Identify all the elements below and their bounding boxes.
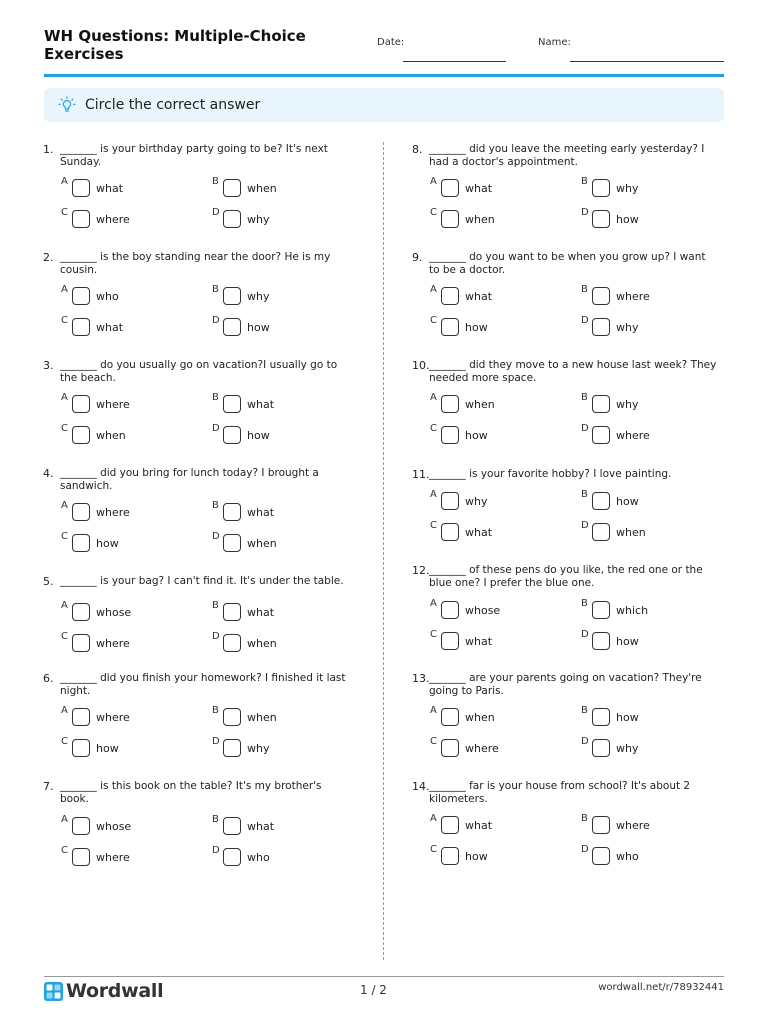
question-text: _______ did you leave the meeting early yesterday? I had a doctor's appointment. xyxy=(429,143,705,168)
option-checkbox[interactable] xyxy=(592,632,610,650)
option-checkbox[interactable] xyxy=(592,287,610,305)
answer-option[interactable] xyxy=(430,489,550,512)
option-checkbox[interactable] xyxy=(223,210,241,228)
question-number: 1. xyxy=(43,143,54,156)
option-text: how xyxy=(96,537,119,550)
option-text: what xyxy=(465,819,493,832)
option-checkbox[interactable] xyxy=(592,426,610,444)
option-text: where xyxy=(465,742,499,755)
option-letter: A xyxy=(61,284,68,295)
option-checkbox[interactable] xyxy=(441,601,459,619)
answer-option[interactable] xyxy=(430,598,550,621)
option-checkbox[interactable] xyxy=(223,503,241,521)
option-text: where xyxy=(616,819,650,832)
option-checkbox[interactable] xyxy=(223,634,241,652)
question-item xyxy=(43,780,363,880)
answer-option[interactable] xyxy=(581,176,701,199)
option-checkbox[interactable] xyxy=(592,708,610,726)
option-text: what xyxy=(96,182,124,195)
option-checkbox[interactable] xyxy=(441,739,459,757)
option-text: how xyxy=(616,495,639,508)
option-text: when xyxy=(465,213,495,226)
instruction-text: Circle the correct answer xyxy=(85,97,261,113)
answer-option[interactable] xyxy=(581,705,701,728)
option-letter: A xyxy=(430,489,437,500)
option-letter: A xyxy=(61,392,68,403)
question-text: _______ is the boy standing near the door? He is my cousin. xyxy=(60,251,331,276)
answer-option[interactable] xyxy=(61,531,181,554)
answer-option[interactable] xyxy=(212,814,332,837)
option-text: when xyxy=(96,429,126,442)
question-text: _______ do you usually go on vacation?I usually go to the beach. xyxy=(60,359,338,384)
answer-option[interactable] xyxy=(430,705,550,728)
option-letter: C xyxy=(61,207,68,218)
option-checkbox[interactable] xyxy=(223,318,241,336)
option-letter: B xyxy=(581,489,588,500)
question-text: _______ is your birthday party going to be? It's next Sunday. xyxy=(60,143,328,168)
question-number: 4. xyxy=(43,467,54,480)
option-checkbox[interactable] xyxy=(441,847,459,865)
name-label: Name: xyxy=(538,37,571,48)
answer-option[interactable] xyxy=(430,315,550,338)
question-text: _______ far is your house from school? It's about 2 kilometers. xyxy=(429,780,691,805)
option-checkbox[interactable] xyxy=(592,179,610,197)
option-checkbox[interactable] xyxy=(72,634,90,652)
answer-option[interactable] xyxy=(212,631,332,654)
option-checkbox[interactable] xyxy=(223,179,241,197)
option-letter: A xyxy=(430,392,437,403)
option-letter: C xyxy=(61,315,68,326)
question-number: 9. xyxy=(412,251,423,264)
question-item xyxy=(43,251,363,351)
option-checkbox[interactable] xyxy=(592,395,610,413)
option-text: where xyxy=(96,398,130,411)
option-checkbox[interactable] xyxy=(441,318,459,336)
option-letter: C xyxy=(430,207,437,218)
answer-option[interactable] xyxy=(61,207,181,230)
option-text: what xyxy=(465,635,493,648)
question-item xyxy=(43,143,363,243)
option-letter: C xyxy=(61,845,68,856)
question-number: 14. xyxy=(412,780,430,793)
answer-option[interactable] xyxy=(430,520,550,543)
option-text: which xyxy=(616,604,649,617)
option-letter: B xyxy=(212,814,219,825)
option-letter: D xyxy=(581,207,589,218)
option-letter: A xyxy=(61,814,68,825)
option-letter: D xyxy=(581,423,589,434)
option-text: how xyxy=(96,742,119,755)
question-item xyxy=(412,468,732,568)
question-text: _______ is your bag? I can't find it. It's under the table. xyxy=(60,575,344,587)
option-checkbox[interactable] xyxy=(223,817,241,835)
option-checkbox[interactable] xyxy=(592,739,610,757)
option-letter: D xyxy=(581,736,589,747)
option-checkbox[interactable] xyxy=(72,739,90,757)
question-number: 8. xyxy=(412,143,423,156)
option-letter: C xyxy=(430,315,437,326)
question-text: _______ is this book on the table? It's my brother's book. xyxy=(60,780,322,805)
option-text: whose xyxy=(465,604,501,617)
option-letter: B xyxy=(212,705,219,716)
answer-option[interactable] xyxy=(430,176,550,199)
option-letter: A xyxy=(430,176,437,187)
option-text: how xyxy=(616,213,639,226)
answer-option[interactable] xyxy=(430,844,550,867)
option-letter: A xyxy=(61,705,68,716)
answer-option[interactable] xyxy=(581,423,701,446)
option-letter: A xyxy=(61,176,68,187)
answer-option[interactable] xyxy=(61,284,181,307)
option-checkbox[interactable] xyxy=(441,708,459,726)
answer-option[interactable] xyxy=(581,489,701,512)
option-checkbox[interactable] xyxy=(223,534,241,552)
option-checkbox[interactable] xyxy=(72,395,90,413)
option-text: why xyxy=(247,213,270,226)
answer-option[interactable] xyxy=(430,284,550,307)
question-text: _______ do you want to be when you grow up? I want to be a doctor. xyxy=(429,251,706,276)
option-checkbox[interactable] xyxy=(592,210,610,228)
question-text: _______ did they move to a new house last week? They needed more space. xyxy=(429,359,717,384)
option-text: who xyxy=(96,290,119,303)
option-text: why xyxy=(616,742,639,755)
option-text: what xyxy=(247,506,275,519)
answer-option[interactable] xyxy=(581,284,701,307)
question-item xyxy=(412,251,732,351)
option-text: when xyxy=(616,526,646,539)
question-number: 13. xyxy=(412,672,430,685)
question-text: _______ of these pens do you like, the red one or the blue one? I prefer the blue one. xyxy=(429,564,703,589)
option-text: why xyxy=(616,321,639,334)
question-number: 2. xyxy=(43,251,54,264)
question-number: 6. xyxy=(43,672,54,685)
date-label: Date: xyxy=(377,37,405,48)
question-number: 10. xyxy=(412,359,430,372)
answer-option[interactable] xyxy=(61,392,181,415)
option-letter: A xyxy=(61,500,68,511)
page-title xyxy=(44,27,306,63)
answer-option[interactable] xyxy=(581,315,701,338)
option-letter: B xyxy=(212,284,219,295)
option-checkbox[interactable] xyxy=(592,601,610,619)
answer-option[interactable] xyxy=(212,392,332,415)
answer-option[interactable] xyxy=(581,844,701,867)
option-text: how xyxy=(465,429,488,442)
option-checkbox[interactable] xyxy=(441,210,459,228)
question-item xyxy=(43,575,363,675)
answer-option[interactable] xyxy=(212,736,332,759)
option-checkbox[interactable] xyxy=(592,523,610,541)
option-text: what xyxy=(465,182,493,195)
answer-option[interactable] xyxy=(61,705,181,728)
option-letter: D xyxy=(581,315,589,326)
option-text: where xyxy=(616,429,650,442)
question-number: 11. xyxy=(412,468,430,481)
column-divider xyxy=(383,142,384,960)
option-letter: D xyxy=(212,423,220,434)
option-text: when xyxy=(465,398,495,411)
option-checkbox[interactable] xyxy=(592,816,610,834)
answer-option[interactable] xyxy=(430,207,550,230)
footer-rule xyxy=(44,976,724,977)
option-letter: B xyxy=(212,176,219,187)
option-text: what xyxy=(247,606,275,619)
option-text: how xyxy=(247,429,270,442)
question-number: 3. xyxy=(43,359,54,372)
option-text: why xyxy=(247,290,270,303)
title-line-2: Exercises xyxy=(44,45,124,63)
question-text: _______ is your favorite hobby? I love painting. xyxy=(429,468,672,480)
answer-option[interactable] xyxy=(212,176,332,199)
option-text: what xyxy=(96,321,124,334)
question-number: 12. xyxy=(412,564,430,577)
option-checkbox[interactable] xyxy=(223,708,241,726)
question-item xyxy=(412,359,732,459)
answer-option[interactable] xyxy=(212,845,332,868)
option-text: who xyxy=(616,850,639,863)
answer-option[interactable] xyxy=(61,631,181,654)
question-number: 7. xyxy=(43,780,54,793)
option-text: what xyxy=(465,290,493,303)
option-text: what xyxy=(247,820,275,833)
answer-option[interactable] xyxy=(430,392,550,415)
option-text: who xyxy=(247,851,270,864)
wordwall-logo-icon xyxy=(44,982,63,1001)
option-letter: D xyxy=(212,315,220,326)
option-checkbox[interactable] xyxy=(72,179,90,197)
source-url[interactable]: wordwall.net/r/78932441 xyxy=(598,982,724,993)
page-number: 1 / 2 xyxy=(360,983,387,997)
answer-option[interactable] xyxy=(581,207,701,230)
option-checkbox[interactable] xyxy=(441,816,459,834)
option-letter: D xyxy=(212,531,220,542)
option-checkbox[interactable] xyxy=(592,492,610,510)
question-item xyxy=(412,780,732,880)
question-item xyxy=(43,359,363,459)
option-text: where xyxy=(96,506,130,519)
answer-option[interactable] xyxy=(430,629,550,652)
option-letter: B xyxy=(581,284,588,295)
option-letter: C xyxy=(61,736,68,747)
answer-option[interactable] xyxy=(581,598,701,621)
option-text: when xyxy=(465,711,495,724)
name-field[interactable] xyxy=(570,61,724,62)
option-checkbox[interactable] xyxy=(441,287,459,305)
option-text: where xyxy=(96,851,130,864)
question-text: _______ did you finish your homework? I finished it last night. xyxy=(60,672,346,697)
answer-option[interactable] xyxy=(212,500,332,523)
option-text: where xyxy=(96,637,130,650)
option-letter: C xyxy=(430,423,437,434)
option-letter: C xyxy=(61,423,68,434)
answer-option[interactable] xyxy=(61,736,181,759)
option-letter: A xyxy=(430,284,437,295)
option-text: how xyxy=(465,321,488,334)
answer-option[interactable] xyxy=(61,423,181,446)
option-letter: C xyxy=(430,520,437,531)
option-text: why xyxy=(247,742,270,755)
option-letter: B xyxy=(212,600,219,611)
option-checkbox[interactable] xyxy=(72,603,90,621)
option-text: why xyxy=(465,495,488,508)
option-letter: D xyxy=(581,520,589,531)
option-text: when xyxy=(247,711,277,724)
option-letter: A xyxy=(430,813,437,824)
option-checkbox[interactable] xyxy=(223,395,241,413)
option-checkbox[interactable] xyxy=(592,318,610,336)
question-item xyxy=(412,143,732,243)
option-letter: C xyxy=(430,629,437,640)
option-letter: B xyxy=(212,500,219,511)
option-letter: D xyxy=(212,845,220,856)
answer-option[interactable] xyxy=(61,500,181,523)
option-checkbox[interactable] xyxy=(441,426,459,444)
option-text: how xyxy=(247,321,270,334)
answer-option[interactable] xyxy=(212,600,332,623)
option-checkbox[interactable] xyxy=(72,503,90,521)
option-text: how xyxy=(465,850,488,863)
option-letter: D xyxy=(212,631,220,642)
question-text: _______ did you bring for lunch today? I brought a sandwich. xyxy=(60,467,319,492)
answer-option[interactable] xyxy=(581,392,701,415)
option-checkbox[interactable] xyxy=(441,523,459,541)
option-letter: B xyxy=(581,392,588,403)
option-letter: D xyxy=(212,736,220,747)
option-letter: A xyxy=(430,598,437,609)
answer-option[interactable] xyxy=(430,736,550,759)
option-text: why xyxy=(616,398,639,411)
logo-text: Wordwall xyxy=(66,980,164,1002)
question-item xyxy=(412,564,732,664)
option-checkbox[interactable] xyxy=(441,395,459,413)
option-letter: B xyxy=(581,813,588,824)
option-letter: C xyxy=(430,844,437,855)
option-text: when xyxy=(247,182,277,195)
answer-option[interactable] xyxy=(212,284,332,307)
answer-option[interactable] xyxy=(581,520,701,543)
question-item xyxy=(412,672,732,772)
option-letter: D xyxy=(212,207,220,218)
option-checkbox[interactable] xyxy=(72,426,90,444)
instruction-bar xyxy=(44,88,724,122)
option-letter: B xyxy=(212,392,219,403)
answer-option[interactable] xyxy=(61,814,181,837)
answer-option[interactable] xyxy=(430,813,550,836)
option-letter: D xyxy=(581,629,589,640)
question-item xyxy=(43,467,363,567)
answer-option[interactable] xyxy=(61,176,181,199)
answer-option[interactable] xyxy=(212,207,332,230)
option-checkbox[interactable] xyxy=(72,210,90,228)
option-checkbox[interactable] xyxy=(223,848,241,866)
option-checkbox[interactable] xyxy=(441,492,459,510)
answer-option[interactable] xyxy=(212,423,332,446)
answer-option[interactable] xyxy=(581,736,701,759)
option-letter: B xyxy=(581,598,588,609)
option-letter: C xyxy=(430,736,437,747)
answer-option[interactable] xyxy=(581,629,701,652)
option-checkbox[interactable] xyxy=(72,287,90,305)
date-field[interactable] xyxy=(403,61,506,62)
option-checkbox[interactable] xyxy=(441,632,459,650)
option-checkbox[interactable] xyxy=(223,603,241,621)
option-checkbox[interactable] xyxy=(72,848,90,866)
option-letter: B xyxy=(581,176,588,187)
answer-option[interactable] xyxy=(61,315,181,338)
option-text: how xyxy=(616,635,639,648)
option-text: when xyxy=(247,537,277,550)
option-text: what xyxy=(465,526,493,539)
option-text: what xyxy=(247,398,275,411)
option-checkbox[interactable] xyxy=(72,817,90,835)
option-text: why xyxy=(616,182,639,195)
option-letter: D xyxy=(581,844,589,855)
answer-option[interactable] xyxy=(212,705,332,728)
answer-option[interactable] xyxy=(430,423,550,446)
option-checkbox[interactable] xyxy=(72,318,90,336)
answer-option[interactable] xyxy=(61,845,181,868)
option-letter: B xyxy=(581,705,588,716)
answer-option[interactable] xyxy=(61,600,181,623)
lightbulb-icon xyxy=(58,96,76,114)
header-rule xyxy=(44,74,724,77)
option-text: where xyxy=(96,213,130,226)
question-number: 5. xyxy=(43,575,54,588)
question-item xyxy=(43,672,363,772)
option-text: where xyxy=(96,711,130,724)
title-line-1: WH Questions: Multiple-Choice xyxy=(44,27,306,45)
option-checkbox[interactable] xyxy=(223,287,241,305)
answer-option[interactable] xyxy=(212,315,332,338)
option-checkbox[interactable] xyxy=(223,739,241,757)
answer-option[interactable] xyxy=(581,813,701,836)
question-text: _______ are your parents going on vacation? They're going to Paris. xyxy=(429,672,702,697)
option-text: whose xyxy=(96,820,132,833)
option-checkbox[interactable] xyxy=(441,179,459,197)
option-letter: A xyxy=(430,705,437,716)
option-text: whose xyxy=(96,606,132,619)
option-letter: A xyxy=(61,600,68,611)
option-text: where xyxy=(616,290,650,303)
option-letter: C xyxy=(61,631,68,642)
option-checkbox[interactable] xyxy=(592,847,610,865)
option-checkbox[interactable] xyxy=(72,708,90,726)
option-checkbox[interactable] xyxy=(72,534,90,552)
option-text: how xyxy=(616,711,639,724)
answer-option[interactable] xyxy=(212,531,332,554)
option-letter: C xyxy=(61,531,68,542)
option-checkbox[interactable] xyxy=(223,426,241,444)
option-text: when xyxy=(247,637,277,650)
